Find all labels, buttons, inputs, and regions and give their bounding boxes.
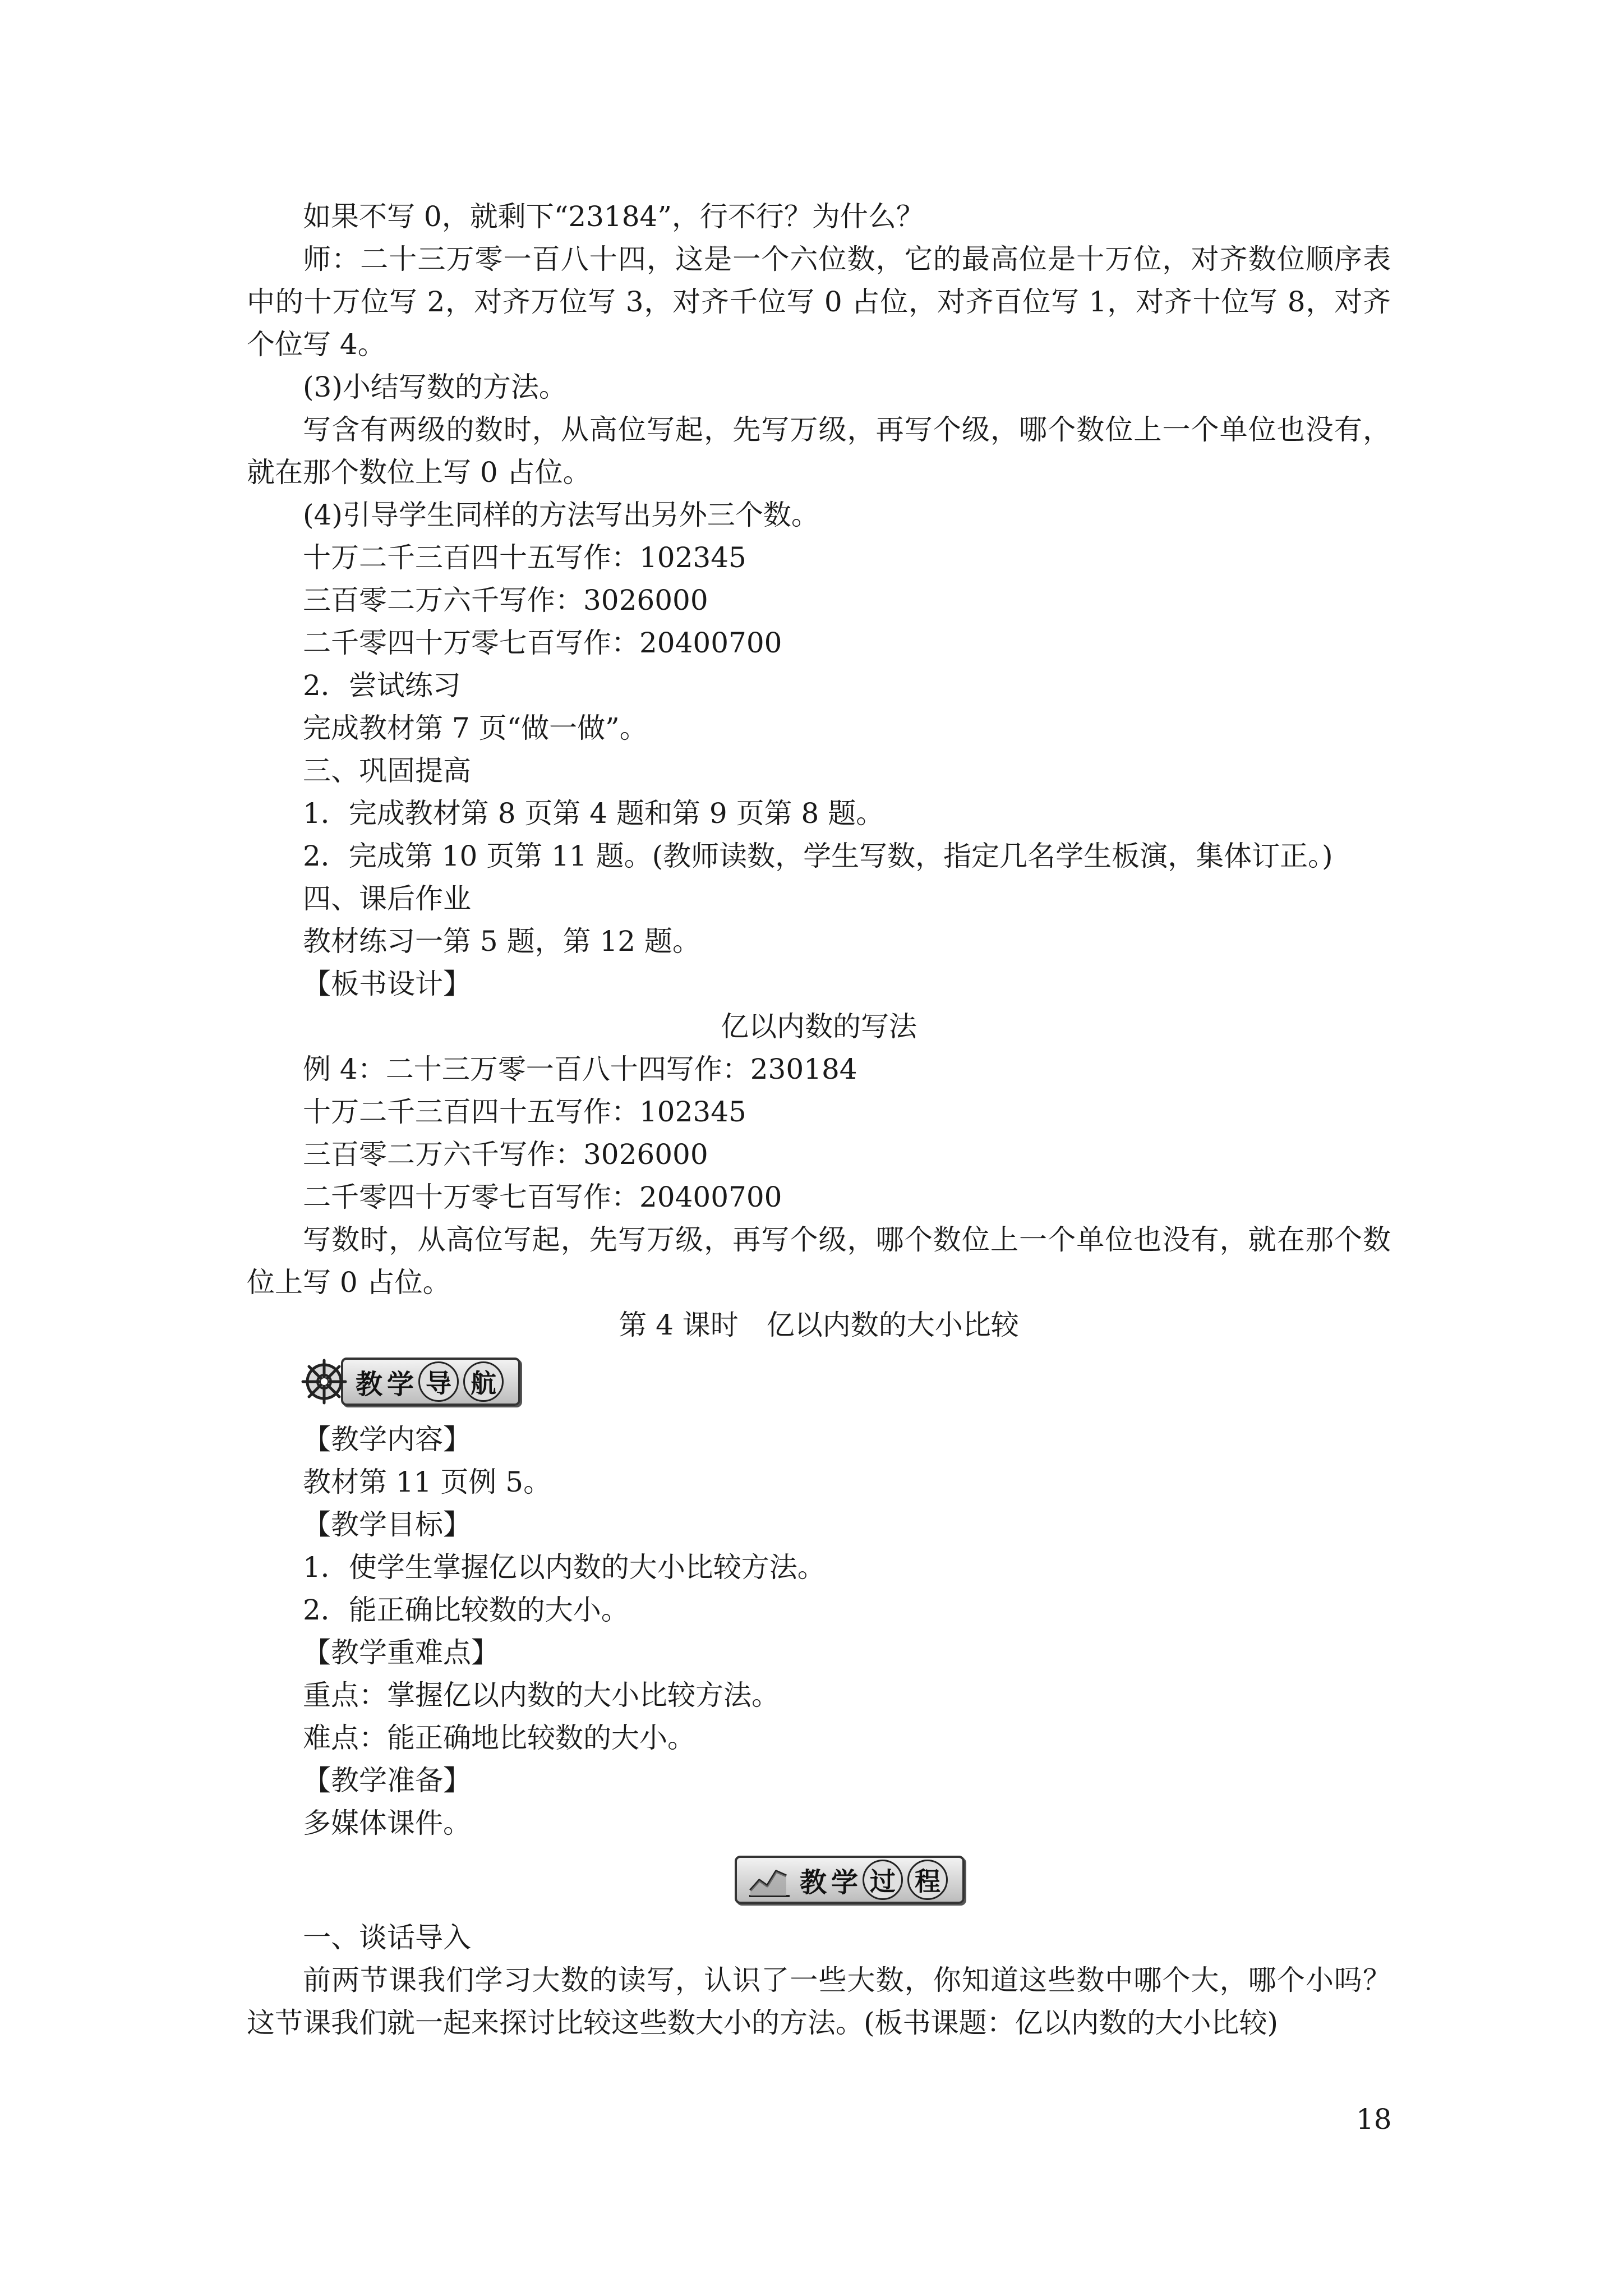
text-line: 多媒体课件。	[303, 1807, 471, 1839]
paragraph: 师：二十三万零一百八十四，这是一个六位数，它的最高位是十万位，对齐数位顺序表中的十万位写 2，对齐万位写 3，对齐千位写 0 占位，对齐百位写 1，对齐十位写 8，对齐个位写 4。	[247, 243, 1391, 361]
badge-char: 程	[907, 1860, 948, 1900]
badge-char: 学	[831, 1866, 859, 1898]
section-heading: 四、课后作业	[303, 882, 471, 915]
section-heading: 2．尝试练习	[303, 669, 461, 702]
line-graph-icon	[747, 1860, 792, 1899]
lesson-title: 第 4 课时 亿以内数的大小比较	[619, 1309, 1019, 1341]
badge-char: 航	[463, 1361, 504, 1402]
text-line: 难点：能正确地比较数的大小。	[303, 1722, 695, 1754]
board-title: 亿以内数的写法	[721, 1010, 917, 1043]
text-line: 2．完成第 10 页第 11 题。(教师读数，学生写数，指定几名学生板演，集体订正。)	[303, 840, 1333, 872]
text-line: 例 4：二十三万零一百八十四写作：230184	[303, 1053, 857, 1085]
section-heading: 三、巩固提高	[303, 754, 471, 787]
text-line: 教材第 11 页例 5。	[303, 1466, 552, 1498]
ship-wheel-icon	[301, 1358, 348, 1405]
bracket-heading: 【板书设计】	[303, 968, 471, 1000]
text-line: 如果不写 0，就剩下“23184”，行不行？为什么？	[303, 200, 924, 233]
bracket-heading: 【教学内容】	[303, 1423, 471, 1456]
text-line: 1．使学生掌握亿以内数的大小比较方法。	[303, 1551, 826, 1584]
text-line: 二千零四十万零七百写作：20400700	[303, 1181, 782, 1213]
text-line: 2．能正确比较数的大小。	[303, 1594, 629, 1626]
badge-char: 导	[418, 1361, 459, 1402]
badge-char: 教	[356, 1368, 383, 1400]
text-line: 三百零二万六千写作：3026000	[303, 584, 708, 616]
text-line: 十万二千三百四十五写作：102345	[303, 1096, 746, 1128]
section-heading: 一、谈话导入	[303, 1921, 471, 1954]
text-line: (4)引导学生同样的方法写出另外三个数。	[303, 499, 819, 531]
text-line: 十万二千三百四十五写作：102345	[303, 541, 746, 574]
paragraph: 写数时，从高位写起，先写万级，再写个级，哪个数位上一个单位也没有，就在那个数位上写 0 占位。	[247, 1223, 1391, 1299]
teaching-process-badge	[735, 1856, 965, 1904]
text-line: 1．完成教材第 8 页第 4 题和第 9 页第 8 题。	[303, 797, 884, 830]
text-line: 完成教材第 7 页“做一做”。	[303, 712, 648, 744]
teaching-nav-label	[341, 1358, 520, 1406]
page-number: 18	[1356, 2103, 1392, 2136]
paragraph: 前两节课我们学习大数的读写，认识了一些大数，你知道这些数中哪个大，哪个小吗？这节课我们就一起来探讨比较这些数大小的方法。(板书课题：亿以内数的大小比较)	[247, 1964, 1391, 2039]
badge-char: 学	[387, 1368, 414, 1400]
teaching-nav-badge-row	[247, 1349, 1391, 1416]
bracket-heading: 【教学重难点】	[303, 1636, 499, 1669]
text-line: 教材练习一第 5 题，第 12 题。	[303, 925, 701, 958]
text-line: 二千零四十万零七百写作：20400700	[303, 627, 782, 659]
badge-char: 教	[800, 1866, 827, 1898]
paragraph: 写含有两级的数时，从高位写起，先写万级，再写个级，哪个数位上一个单位也没有，就在那个数位上写 0 占位。	[247, 413, 1391, 489]
teaching-process-label	[735, 1856, 965, 1904]
text-line: 重点：掌握亿以内数的大小比较方法。	[303, 1679, 780, 1711]
page-content	[247, 195, 1391, 2044]
bracket-heading: 【教学目标】	[303, 1508, 471, 1541]
text-line: (3)小结写数的方法。	[303, 371, 567, 403]
badge-char: 过	[863, 1860, 903, 1900]
teaching-nav-badge	[301, 1358, 520, 1406]
bracket-heading: 【教学准备】	[303, 1764, 471, 1797]
text-line: 三百零二万六千写作：3026000	[303, 1138, 708, 1171]
teaching-process-badge-row	[247, 1847, 1391, 1914]
